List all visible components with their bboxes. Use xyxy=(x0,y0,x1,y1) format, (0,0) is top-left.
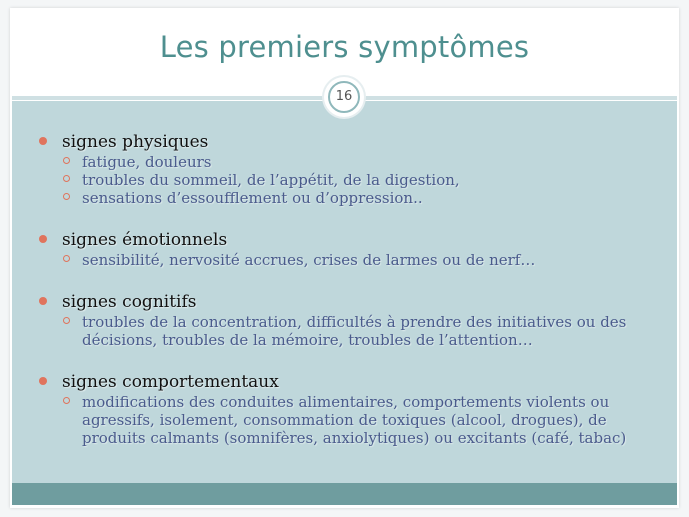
list-item: fatigue, douleurs xyxy=(38,153,663,171)
section-heading: signes comportementaux xyxy=(62,372,279,392)
section-heading: signes physiques xyxy=(62,132,209,152)
list-item: sensibilité, nervosité accrues, crises de larmes ou de nerf… xyxy=(38,251,663,269)
section-cognitive xyxy=(38,291,663,349)
section-heading: signes émotionnels xyxy=(62,230,228,250)
sub-bullet-icon xyxy=(63,317,70,324)
section-behavioral xyxy=(38,371,663,447)
sub-bullet-icon xyxy=(63,175,70,182)
sub-bullet-icon xyxy=(63,397,70,404)
slide-title: Les premiers symptômes xyxy=(159,30,530,64)
list-item: sensations d’essoufflement ou d’oppression.. xyxy=(38,189,663,207)
page-number: 16 xyxy=(328,81,360,113)
bullet-icon xyxy=(39,377,47,385)
page-number-badge xyxy=(324,77,364,117)
symptom-list xyxy=(38,131,663,461)
section-heading: signes cognitifs xyxy=(62,292,197,312)
list-item: troubles de la concentration, difficultés à prendre des initiatives ou des décisions, troubles de la mémoire, troubles de l’attention… xyxy=(38,313,663,349)
sub-bullet-icon xyxy=(63,157,70,164)
bullet-icon xyxy=(39,235,47,243)
bullet-icon xyxy=(39,297,47,305)
sub-bullet-icon xyxy=(63,255,70,262)
sub-bullet-icon xyxy=(63,193,70,200)
list-item: troubles du sommeil, de l’appétit, de la digestion, xyxy=(38,171,663,189)
section-physical xyxy=(38,131,663,207)
bullet-icon xyxy=(39,137,47,145)
footer-bar xyxy=(12,483,677,505)
list-item: modifications des conduites alimentaires, comportements violents ou agressifs, isolement, consommation de toxiques (alcool, drogues), de produits calmants (somnifères, anxiolytiques) ou excitants (café, tabac) xyxy=(38,393,663,447)
section-emotional xyxy=(38,229,663,269)
